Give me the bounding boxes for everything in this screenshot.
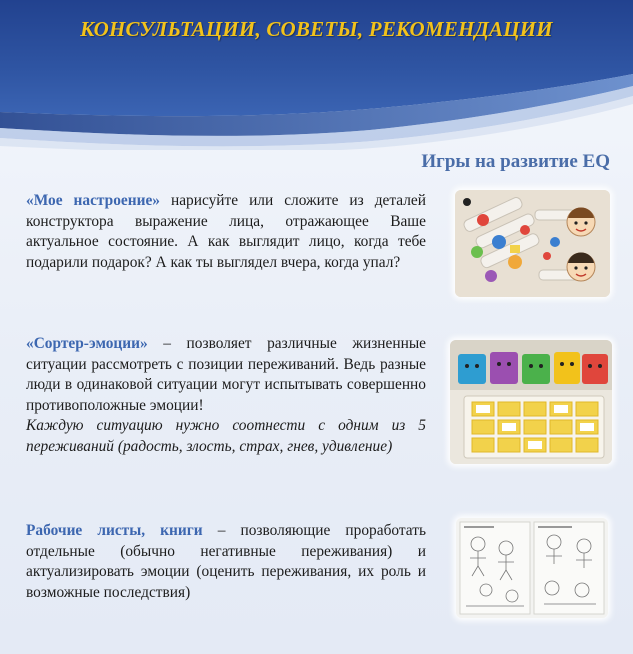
item-lead: «Мое настроение» <box>26 192 161 209</box>
face-constructor-picture <box>455 190 610 297</box>
item-lead: Рабочие листы, книги <box>26 522 203 539</box>
item-paragraph <box>26 521 426 603</box>
item-paragraph <box>26 334 426 416</box>
header-banner <box>0 0 633 150</box>
item-lead: «Сортер-эмоции» <box>26 335 148 352</box>
item-text: – позволяет различные жизненные ситуации рассмотреть с позиции переживаний. Ведь разные люди в одинаковой ситуации могут испытывать совершенно противоположные эмоции! <box>26 335 426 414</box>
item-text: – позволяющие проработать отдельные (обычно негативные переживания) и актуализировать эмоции (оценить переживания, их роль и возможные последствия) <box>26 522 426 601</box>
section-title: Игры на развитие EQ <box>421 151 610 172</box>
item-mood-game <box>26 191 426 273</box>
item-paragraph <box>26 191 426 273</box>
item-text: нарисуйте или сложите из деталей конструктора выражение лица, отражающее Ваше актуальное состояние. А как выглядит лицо, когда тебе подарили подарок? А как ты выглядел вчера, когда упал? <box>26 192 426 271</box>
item-italic-note: Каждую ситуацию нужно соотнести с одним из 5 переживаний (радость, злость, страх, гнев, удивление) <box>26 417 426 455</box>
header-title: КОНСУЛЬТАЦИИ, СОВЕТЫ, РЕКОМЕНДАЦИИ <box>80 17 553 41</box>
emotion-sorter-picture <box>450 340 612 464</box>
item-emotion-sorter <box>26 334 426 457</box>
item-worksheets <box>26 521 426 603</box>
worksheets-picture <box>456 518 608 618</box>
